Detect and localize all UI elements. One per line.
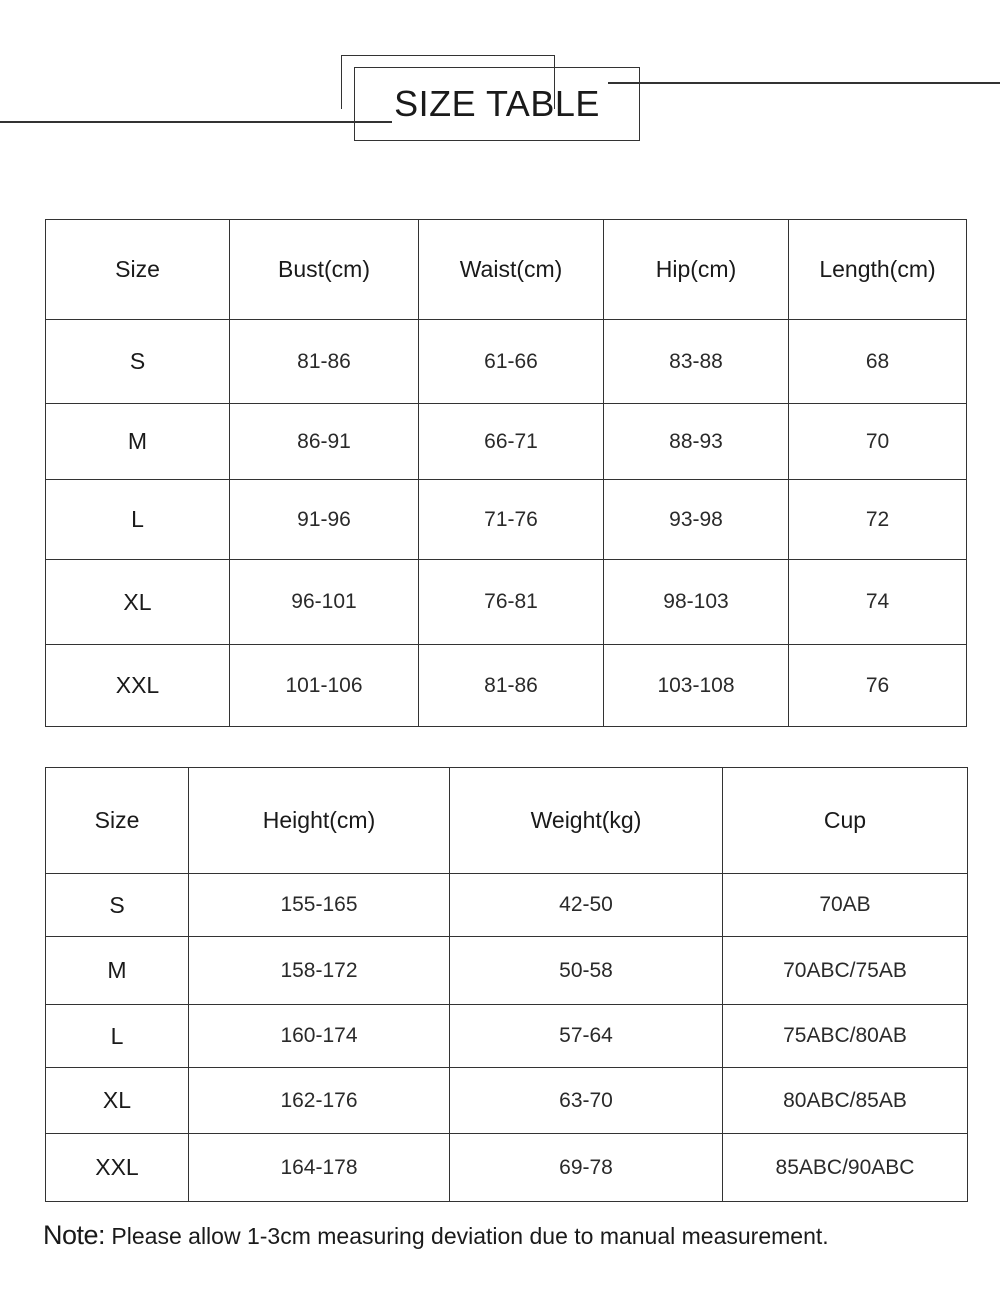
height-value: 162-176 bbox=[189, 1068, 450, 1134]
note-label: Note: bbox=[43, 1220, 106, 1250]
cup-value: 75ABC/80AB bbox=[723, 1005, 968, 1068]
height-value: 160-174 bbox=[189, 1005, 450, 1068]
waist-value: 71-76 bbox=[419, 480, 604, 560]
weight-value: 42-50 bbox=[450, 874, 723, 937]
cup-value: 80ABC/85AB bbox=[723, 1068, 968, 1134]
table-row bbox=[46, 320, 967, 404]
table-row bbox=[46, 480, 967, 560]
waist-value: 76-81 bbox=[419, 560, 604, 645]
table-row bbox=[46, 1005, 968, 1068]
header-length: Length(cm) bbox=[789, 220, 967, 320]
cup-value: 70AB bbox=[723, 874, 968, 937]
header-hip: Hip(cm) bbox=[604, 220, 789, 320]
header-cup: Cup bbox=[723, 768, 968, 874]
size-value: XL bbox=[46, 1068, 189, 1134]
size-value: XXL bbox=[46, 645, 230, 727]
size-value: M bbox=[46, 937, 189, 1005]
size-measurements-table bbox=[45, 219, 967, 727]
length-value: 68 bbox=[789, 320, 967, 404]
length-value: 70 bbox=[789, 404, 967, 480]
cup-value: 85ABC/90ABC bbox=[723, 1134, 968, 1202]
table-row bbox=[46, 560, 967, 645]
header-weight: Weight(kg) bbox=[450, 768, 723, 874]
weight-value: 57-64 bbox=[450, 1005, 723, 1068]
size-value: L bbox=[46, 1005, 189, 1068]
bust-value: 96-101 bbox=[230, 560, 419, 645]
size-value: M bbox=[46, 404, 230, 480]
title-line-left bbox=[0, 121, 392, 123]
table-header-row bbox=[46, 220, 967, 320]
weight-value: 69-78 bbox=[450, 1134, 723, 1202]
waist-value: 81-86 bbox=[419, 645, 604, 727]
header-waist: Waist(cm) bbox=[419, 220, 604, 320]
bust-value: 91-96 bbox=[230, 480, 419, 560]
page-title: SIZE TABLE bbox=[394, 83, 600, 124]
size-value: S bbox=[46, 320, 230, 404]
cup-value: 70ABC/75AB bbox=[723, 937, 968, 1005]
length-value: 74 bbox=[789, 560, 967, 645]
header-size: Size bbox=[46, 768, 189, 874]
waist-value: 61-66 bbox=[419, 320, 604, 404]
weight-value: 50-58 bbox=[450, 937, 723, 1005]
size-value: XL bbox=[46, 560, 230, 645]
table-row bbox=[46, 874, 968, 937]
waist-value: 66-71 bbox=[419, 404, 604, 480]
bust-value: 101-106 bbox=[230, 645, 419, 727]
table-header-row bbox=[46, 768, 968, 874]
size-value: L bbox=[46, 480, 230, 560]
title-line-right bbox=[608, 82, 1000, 84]
bust-value: 81-86 bbox=[230, 320, 419, 404]
header-bust: Bust(cm) bbox=[230, 220, 419, 320]
note-text: Please allow 1-3cm measuring deviation due to manual measurement. bbox=[105, 1223, 829, 1249]
header-height: Height(cm) bbox=[189, 768, 450, 874]
table-row bbox=[46, 1134, 968, 1202]
hip-value: 88-93 bbox=[604, 404, 789, 480]
length-value: 76 bbox=[789, 645, 967, 727]
header-size: Size bbox=[46, 220, 230, 320]
table-row bbox=[46, 404, 967, 480]
height-value: 164-178 bbox=[189, 1134, 450, 1202]
bust-value: 86-91 bbox=[230, 404, 419, 480]
hip-value: 93-98 bbox=[604, 480, 789, 560]
size-value: S bbox=[46, 874, 189, 937]
size-fit-table bbox=[45, 767, 968, 1202]
measurement-note bbox=[43, 1220, 993, 1251]
hip-value: 103-108 bbox=[604, 645, 789, 727]
weight-value: 63-70 bbox=[450, 1068, 723, 1134]
hip-value: 98-103 bbox=[604, 560, 789, 645]
title-area bbox=[0, 0, 1000, 160]
hip-value: 83-88 bbox=[604, 320, 789, 404]
length-value: 72 bbox=[789, 480, 967, 560]
size-value: XXL bbox=[46, 1134, 189, 1202]
table-row bbox=[46, 937, 968, 1005]
height-value: 155-165 bbox=[189, 874, 450, 937]
height-value: 158-172 bbox=[189, 937, 450, 1005]
table-row bbox=[46, 1068, 968, 1134]
table-row bbox=[46, 645, 967, 727]
